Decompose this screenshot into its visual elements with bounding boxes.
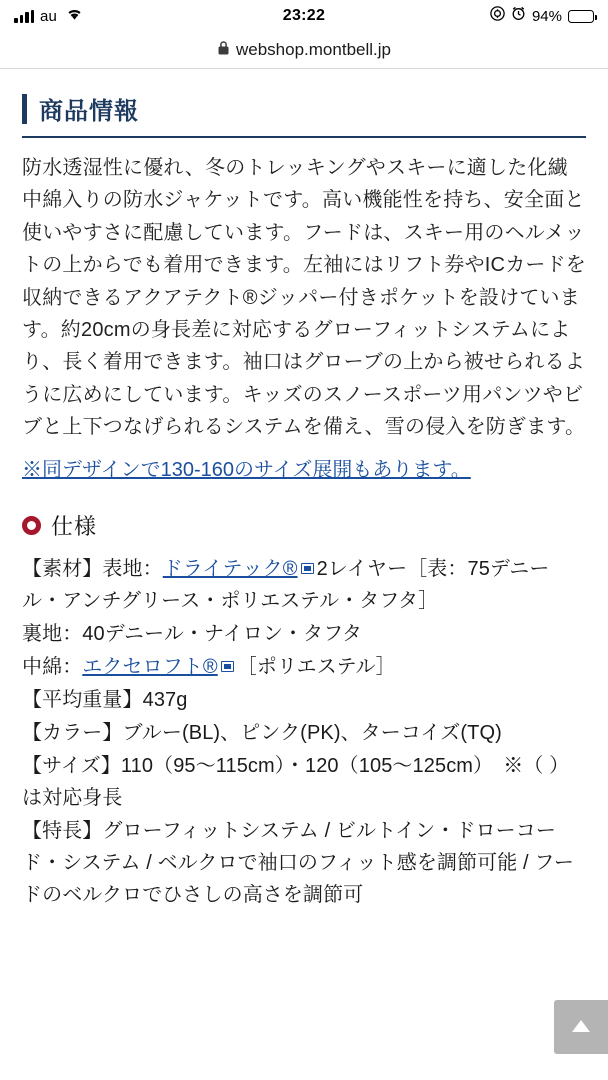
rotation-lock-icon — [490, 6, 505, 26]
spec-row — [22, 815, 586, 911]
spec-row — [22, 717, 586, 749]
spec-row-label: 【サイズ】 — [22, 754, 121, 777]
spec-row-text: ブルー(BL)、ピンク(PK)、ターコイズ(TQ) — [122, 721, 502, 744]
spec-row-label: 【平均重量】 — [22, 688, 143, 711]
spec-list — [22, 553, 586, 911]
status-bar-left — [14, 7, 84, 26]
spec-row — [22, 553, 586, 617]
title-accent-bar — [22, 94, 27, 124]
browser-url-bar[interactable] — [0, 32, 608, 68]
carrier-label: au — [40, 7, 58, 25]
spec-row-suffix: ［ポリエステル］ — [236, 655, 396, 678]
spec-row-text: 110（95〜115cm）・120（105〜125cm） ※（ ）は対応身長 — [22, 754, 570, 809]
clock-label: 23:22 — [282, 7, 326, 24]
arrow-up-icon — [568, 1014, 594, 1040]
spec-row-label: 【素材】 — [22, 557, 103, 580]
alarm-clock-icon — [511, 6, 526, 26]
page-content — [0, 69, 608, 1080]
external-link-icon — [301, 563, 314, 574]
spec-row-suffix: 2レイヤー［表：75デニール・アンチグリース・ポリエステル・タフタ］ — [22, 557, 550, 612]
spec-row-label: 【特長】 — [22, 819, 103, 842]
scroll-to-top-button[interactable] — [554, 1000, 608, 1054]
bullet-icon — [22, 516, 41, 535]
spec-row-label: 【カラー】 — [22, 721, 123, 744]
spec-row-text: 437g — [142, 688, 188, 711]
lock-icon — [217, 40, 230, 61]
spec-row — [22, 684, 586, 716]
spec-material-link[interactable]: エクセロフト® — [82, 655, 218, 678]
spec-row — [22, 618, 586, 650]
battery-icon — [568, 10, 594, 23]
spec-material-link[interactable]: ドライテック® — [162, 557, 298, 580]
status-bar — [0, 0, 608, 32]
spec-row-text: 表地： — [102, 557, 163, 580]
url-text: webshop.montbell.jp — [236, 40, 391, 59]
spec-row — [22, 750, 586, 814]
external-link-icon — [221, 661, 234, 672]
size-variation-link[interactable]: ※同デザインで130-160のサイズ展開もあります。 — [22, 458, 471, 481]
signal-bars-icon — [14, 10, 34, 23]
spec-heading — [22, 510, 586, 541]
spec-row-text: グローフィットシステム / ビルトイン・ドローコード・システム / ベルクロで袖口のフィット感を調節可能 / フードのベルクロでひさしの高さを調節可 — [22, 819, 574, 906]
spec-row-text: 中綿： — [22, 655, 83, 678]
battery-percent-label: 94% — [531, 7, 562, 25]
spec-row — [22, 651, 586, 683]
status-bar-right — [490, 6, 594, 26]
wifi-icon — [65, 7, 84, 26]
product-description: 防水透湿性に優れ、冬のトレッキングやスキーに適した化繊中綿入りの防水ジャケットです。高い機能性を持ち、安全面と使いやすさに配慮しています。フードは、スキー用のヘルメットの上からでも着用できます。左袖にはリフト券やICカードを収納できるアクアテクト®ジッパー付きポケットを設けています。約20cmの身長差に対応するグローフィットシステムにより、長く着用できます。袖口はグローブの上から被せられるように広めにしています。キッズのスノースポーツ用パンツやビブと上下つなげられるシステムを備え、雪の侵入を防ぎます。 — [22, 157, 586, 439]
spec-heading-label: 仕様 — [51, 513, 98, 539]
spec-row-text: 裏地：40デニール・ナイロン・タフタ — [22, 622, 363, 645]
section-header — [22, 91, 586, 138]
page-title: 商品情報 — [39, 98, 139, 125]
